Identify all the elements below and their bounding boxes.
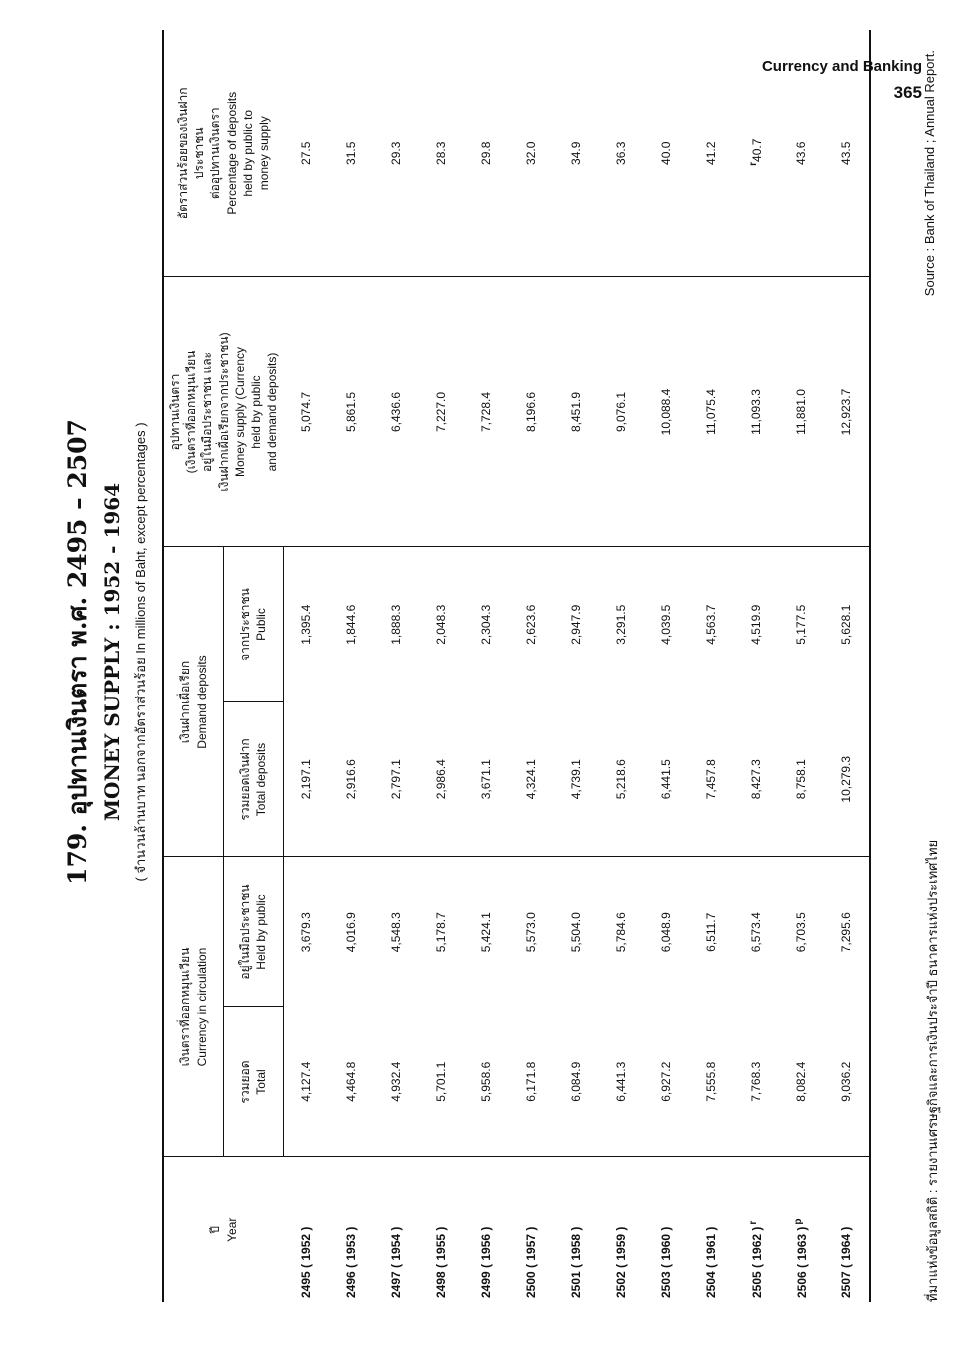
cell-percentage	[374, 30, 419, 277]
cell-year	[283, 1157, 329, 1302]
cell-money-supply	[419, 277, 464, 547]
total-deposits-value: 10,279.3	[839, 755, 854, 803]
header-money-supply-english-2: held by public	[248, 375, 263, 449]
total-deposits-value: 8,427.3	[749, 759, 764, 800]
total-value: 6,441.3	[614, 1061, 629, 1102]
year-mark: p	[793, 1218, 805, 1225]
cell-percentage	[779, 30, 824, 277]
cell-total	[554, 1007, 599, 1157]
cell-money-supply	[283, 277, 329, 547]
cell-public	[509, 547, 554, 702]
table-body	[283, 30, 870, 1302]
header-year-thai: ปี	[208, 1225, 223, 1234]
year-label: 2507 ( 1964 )	[839, 1226, 854, 1298]
cell-money-supply	[599, 277, 644, 547]
held-by-public-value: 6,048.9	[659, 912, 674, 953]
cell-held-by-public	[509, 857, 554, 1007]
year-label: 2501 ( 1958 )	[569, 1226, 584, 1298]
cell-percentage	[283, 30, 329, 277]
total-value: 4,127.4	[299, 1061, 314, 1102]
cell-total	[779, 1007, 824, 1157]
percentage-value: 43.5	[839, 141, 854, 165]
cell-public	[464, 547, 509, 702]
percentage-value: 36.3	[614, 141, 629, 165]
total-deposits-value: 3,671.1	[479, 759, 494, 800]
cell-total-deposits	[779, 702, 824, 857]
cell-total	[283, 1007, 329, 1157]
public-value: 5,177.5	[794, 604, 809, 645]
money-supply-value: 10,088.4	[659, 388, 674, 436]
percentage-value: 29.3	[389, 141, 404, 165]
table-row	[329, 30, 374, 1302]
cell-public	[419, 547, 464, 702]
cell-held-by-public	[419, 857, 464, 1007]
money-supply-value: 12,923.7	[839, 388, 854, 436]
title-thai: 179. อุปทานเงินตรา พ.ศ. 2495 – 2507	[63, 419, 92, 885]
held-by-public-value: 6,573.4	[749, 912, 764, 953]
public-value: 2,623.6	[524, 604, 539, 645]
table-row	[824, 30, 870, 1302]
cell-year	[689, 1157, 734, 1302]
percentage-value: 29.8	[479, 141, 494, 165]
header-currency-group-thai: เงินตราที่ออกหมุนเวียน	[178, 947, 193, 1067]
header-year	[163, 1157, 283, 1302]
table-row	[419, 30, 464, 1302]
held-by-public-value: 5,784.6	[614, 912, 629, 953]
header-money-supply	[163, 277, 283, 547]
money-supply-value: 11,881.0	[794, 389, 809, 435]
header-money-supply-thai-2: (เงินตราที่ออกหมุนเวียน	[184, 350, 199, 474]
header-total-deposits-thai: รวมยอดเงินฝาก	[238, 738, 253, 821]
cell-year	[734, 1157, 779, 1302]
total-value: 6,084.9	[569, 1061, 584, 1102]
total-deposits-value: 7,457.8	[704, 759, 719, 800]
header-currency-group-english: Currency in circulation	[194, 947, 209, 1067]
year-label: 2503 ( 1960 )	[659, 1226, 674, 1298]
header-currency-group	[163, 857, 224, 1157]
table-row	[599, 30, 644, 1302]
cell-public	[824, 547, 870, 702]
cell-total-deposits	[644, 702, 689, 857]
total-deposits-value: 4,739.1	[569, 759, 584, 800]
percentage-value: 40.0	[659, 141, 674, 165]
total-value: 4,464.8	[344, 1061, 359, 1102]
held-by-public-value: 4,548.3	[389, 912, 404, 953]
cell-money-supply	[374, 277, 419, 547]
cell-held-by-public	[644, 857, 689, 1007]
cell-public	[599, 547, 644, 702]
year-label: 2504 ( 1961 )	[704, 1226, 719, 1298]
header-held-by-public-english: Held by public	[254, 894, 269, 970]
cell-total-deposits	[464, 702, 509, 857]
public-value: 1,844.6	[344, 604, 359, 645]
cell-year	[779, 1157, 824, 1302]
year-label: 2500 ( 1957 )	[524, 1226, 539, 1298]
cell-money-supply	[824, 277, 870, 547]
cell-total	[464, 1007, 509, 1157]
year-label: 2495 ( 1952 )	[299, 1226, 314, 1298]
cell-year	[509, 1157, 554, 1302]
total-deposits-value: 2,197.1	[299, 759, 314, 800]
total-deposits-value: 4,324.1	[524, 759, 539, 800]
percentage-value: 32.0	[524, 141, 539, 165]
header-money-supply-english-3: and demand deposits)	[265, 352, 280, 472]
header-percentage	[163, 30, 283, 277]
header-demand-group-thai: เงินฝากเผื่อเรียก	[178, 660, 193, 744]
cell-total	[734, 1007, 779, 1157]
cell-total	[644, 1007, 689, 1157]
public-value: 2,304.3	[479, 604, 494, 645]
cell-total-deposits	[824, 702, 870, 857]
cell-public	[554, 547, 599, 702]
cell-total-deposits	[329, 702, 374, 857]
cell-total	[599, 1007, 644, 1157]
cell-total-deposits	[374, 702, 419, 857]
cell-year	[599, 1157, 644, 1302]
table-row	[689, 30, 734, 1302]
cell-public	[374, 547, 419, 702]
header-demand-group	[163, 547, 224, 857]
cell-total-deposits	[509, 702, 554, 857]
money-supply-value: 5,861.5	[344, 391, 359, 433]
year-label: 2497 ( 1954 )	[389, 1226, 404, 1298]
cell-percentage	[824, 30, 870, 277]
cell-total-deposits	[283, 702, 329, 857]
header-held-by-public	[224, 857, 284, 1007]
percentage-value: 43.6	[794, 141, 809, 165]
table-row	[374, 30, 419, 1302]
header-percentage-thai-1: อัตราส่วนร้อยของเงินฝาก	[176, 87, 191, 220]
source-thai: ที่มาแห่งข้อมูลสถิติ : รายงานเศรษฐกิจและการเงินประจำปี ธนาคารแห่งประเทศไทย	[925, 839, 940, 1302]
money-supply-value: 7,227.0	[434, 391, 449, 433]
cell-percentage	[599, 30, 644, 277]
table-row	[554, 30, 599, 1302]
cell-public	[283, 547, 329, 702]
total-deposits-value: 6,441.5	[659, 759, 674, 800]
cell-money-supply	[644, 277, 689, 547]
total-value: 6,171.8	[524, 1061, 539, 1102]
public-value: 2,048.3	[434, 604, 449, 645]
public-value: 4,563.7	[704, 604, 719, 645]
cell-percentage	[644, 30, 689, 277]
cell-year	[464, 1157, 509, 1302]
percentage-value: 41.2	[704, 141, 719, 165]
header-total-deposits	[224, 702, 284, 857]
cell-total	[374, 1007, 419, 1157]
header-total-deposits-english: Total deposits	[254, 742, 269, 817]
header-public-thai: จากประชาชน	[238, 588, 253, 661]
header-percentage-english-1: Percentage of deposits	[224, 91, 239, 215]
total-deposits-value: 8,758.1	[794, 759, 809, 800]
cell-money-supply	[329, 277, 374, 547]
percentage-value: 31.5	[344, 141, 359, 165]
header-total-thai: รวมยอด	[238, 1060, 253, 1104]
total-value: 5,958.6	[479, 1061, 494, 1102]
public-value: 5,628.1	[839, 604, 854, 645]
cell-total-deposits	[734, 702, 779, 857]
header-percentage-thai-3: ต่ออุปทานเงินตรา	[208, 107, 223, 200]
public-value: 4,039.5	[659, 604, 674, 645]
cell-percentage	[464, 30, 509, 277]
cell-money-supply	[734, 277, 779, 547]
year-label: 2496 ( 1953 )	[344, 1226, 359, 1298]
public-value: 1,888.3	[389, 604, 404, 645]
cell-public	[734, 547, 779, 702]
held-by-public-value: 4,016.9	[344, 912, 359, 953]
money-supply-value: 9,076.1	[614, 391, 629, 433]
cell-year	[419, 1157, 464, 1302]
cell-percentage	[329, 30, 374, 277]
cell-money-supply	[689, 277, 734, 547]
held-by-public-value: 3,679.3	[299, 912, 314, 953]
public-value: 1,395.4	[299, 604, 314, 645]
header-money-supply-thai-1: อุปทานเงินตรา	[168, 373, 182, 451]
cell-total-deposits	[554, 702, 599, 857]
cell-held-by-public	[599, 857, 644, 1007]
total-value: 7,555.8	[704, 1061, 719, 1102]
table-row	[509, 30, 554, 1302]
cell-money-supply	[779, 277, 824, 547]
cell-year	[554, 1157, 599, 1302]
money-supply-value: 5,074.7	[299, 391, 314, 433]
cell-held-by-public	[734, 857, 779, 1007]
cell-held-by-public	[689, 857, 734, 1007]
money-supply-value: 7,728.4	[479, 391, 494, 433]
header-held-by-public-thai: อยู่ในมือประชาชน	[238, 884, 253, 980]
total-value: 8,082.4	[794, 1061, 809, 1102]
table-row	[734, 30, 779, 1302]
total-deposits-value: 5,218.6	[614, 759, 629, 800]
money-supply-value: 8,196.6	[524, 391, 539, 433]
total-value: 6,927.2	[659, 1061, 674, 1102]
held-by-public-value: 5,424.1	[479, 912, 494, 953]
year-mark: r	[748, 1220, 760, 1225]
cell-total-deposits	[599, 702, 644, 857]
table-row	[779, 30, 824, 1302]
cell-held-by-public	[554, 857, 599, 1007]
percentage-value: 40.7	[750, 138, 765, 162]
held-by-public-value: 5,504.0	[569, 912, 584, 953]
cell-public	[644, 547, 689, 702]
cell-public	[329, 547, 374, 702]
cell-percentage	[554, 30, 599, 277]
public-value: 4,519.9	[749, 604, 764, 645]
percentage-value: 27.5	[299, 141, 314, 165]
held-by-public-value: 6,703.5	[794, 912, 809, 953]
cell-percentage	[509, 30, 554, 277]
header-money-supply-english-1: Money supply (Currency	[232, 346, 247, 478]
cell-total	[509, 1007, 554, 1157]
cell-total	[824, 1007, 870, 1157]
cell-total	[689, 1007, 734, 1157]
money-supply-value: 6,436.6	[389, 391, 404, 433]
held-by-public-value: 5,573.0	[524, 912, 539, 953]
cell-total	[419, 1007, 464, 1157]
held-by-public-value: 5,178.7	[434, 912, 449, 953]
cell-held-by-public	[329, 857, 374, 1007]
cell-money-supply	[464, 277, 509, 547]
header-percentage-english-2: held by public to	[240, 109, 255, 197]
table-row	[464, 30, 509, 1302]
table-row	[283, 30, 329, 1302]
year-label: 2502 ( 1959 )	[614, 1226, 629, 1298]
header-percentage-thai-2: ประชาชน	[192, 127, 207, 180]
cell-total-deposits	[689, 702, 734, 857]
money-supply-table	[162, 30, 871, 1302]
table-row	[644, 30, 689, 1302]
cell-held-by-public	[283, 857, 329, 1007]
percentage-mark: r	[748, 161, 760, 166]
header-money-supply-thai-4: เงินฝากเผื่อเรียกจากประชาชน)	[216, 332, 231, 492]
cell-public	[689, 547, 734, 702]
year-label: 2505 ( 1962 )	[750, 1226, 765, 1298]
total-value: 4,932.4	[389, 1061, 404, 1102]
percentage-value: 34.9	[569, 141, 584, 165]
cell-year	[644, 1157, 689, 1302]
total-deposits-value: 2,986.4	[434, 759, 449, 800]
year-label: 2506 ( 1963 )	[795, 1226, 810, 1298]
cell-held-by-public	[779, 857, 824, 1007]
year-label: 2499 ( 1956 )	[479, 1226, 494, 1298]
cell-total-deposits	[419, 702, 464, 857]
held-by-public-value: 6,511.7	[704, 912, 719, 952]
page-number: 365	[893, 83, 922, 102]
header-public-english: Public	[254, 608, 269, 641]
cell-total	[329, 1007, 374, 1157]
cell-money-supply	[509, 277, 554, 547]
header-demand-group-english: Demand deposits	[194, 655, 209, 749]
cell-public	[779, 547, 824, 702]
header-money-supply-thai-3: อยู่ในมือประชาชน และ	[200, 351, 215, 473]
header-year-english: Year	[224, 1217, 239, 1242]
total-value: 7,768.3	[749, 1061, 764, 1102]
cell-percentage	[689, 30, 734, 277]
cell-percentage	[734, 30, 779, 277]
header-total	[224, 1007, 284, 1157]
total-value: 9,036.2	[839, 1061, 854, 1102]
cell-percentage	[419, 30, 464, 277]
held-by-public-value: 7,295.6	[839, 912, 854, 953]
cell-year	[329, 1157, 374, 1302]
money-supply-value: 11,093.3	[749, 389, 764, 435]
public-value: 3,291.5	[614, 604, 629, 645]
header-total-english: Total	[254, 1069, 269, 1095]
total-value: 5,701.1	[434, 1061, 449, 1102]
cell-held-by-public	[464, 857, 509, 1007]
total-deposits-value: 2,916.6	[344, 759, 359, 800]
year-label: 2498 ( 1955 )	[434, 1226, 449, 1298]
money-supply-value: 8,451.9	[569, 391, 584, 433]
cell-held-by-public	[824, 857, 870, 1007]
source-english: Source : Bank of Thailand ; Annual Report.	[922, 50, 937, 297]
cell-money-supply	[554, 277, 599, 547]
section-title: Currency and Banking	[761, 58, 922, 75]
header-percentage-english-3: money supply	[257, 116, 272, 191]
total-deposits-value: 2,797.1	[389, 759, 404, 800]
table-title	[58, 102, 151, 1202]
title-english: MONEY SUPPLY : 1952 - 1964	[100, 482, 124, 822]
unit-note: ( จำนวนล้านบาท นอกจากอัตราส่วนร้อย In millions of Baht, except percentages )	[133, 422, 148, 882]
cell-year	[824, 1157, 870, 1302]
header-public	[224, 547, 284, 702]
cell-year	[374, 1157, 419, 1302]
money-supply-value: 11,075.4	[704, 389, 719, 435]
cell-held-by-public	[374, 857, 419, 1007]
public-value: 2,947.9	[569, 604, 584, 645]
percentage-value: 28.3	[434, 141, 449, 165]
